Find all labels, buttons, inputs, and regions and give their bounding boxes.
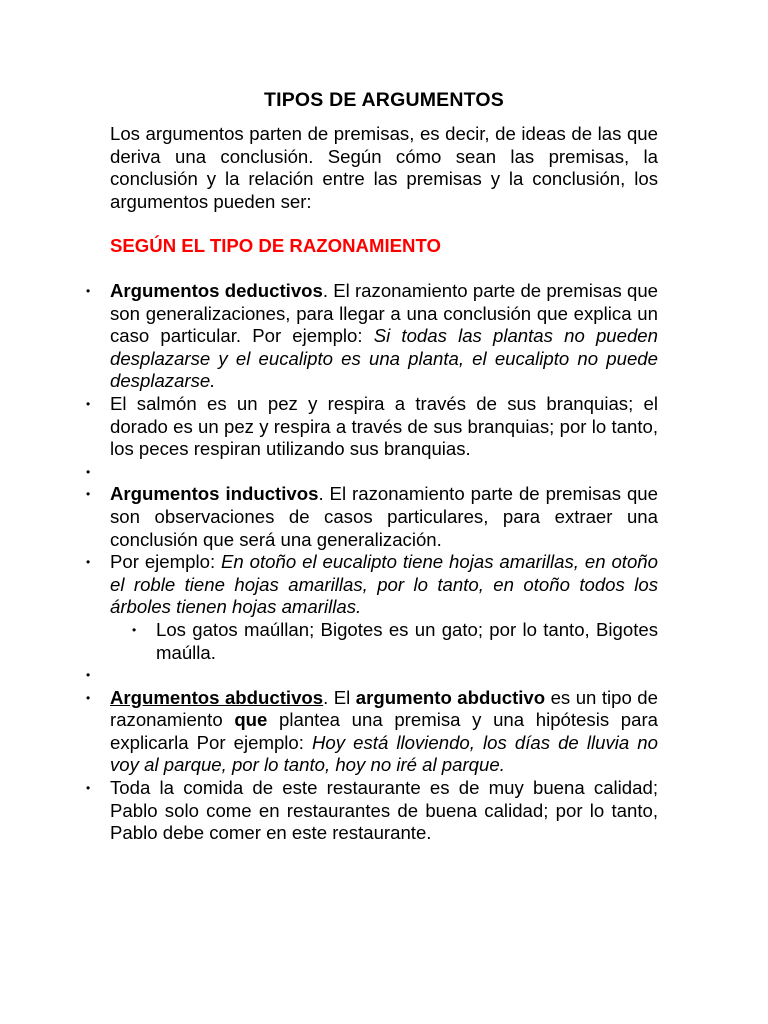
list-item-text: Toda la comida de este restaurante es de muy buena calidad; Pablo solo come en restaurantes de buena calidad; por lo tanto, Pablo debe comer en este restaurante.	[110, 777, 658, 844]
list-item-deductive	[0, 280, 768, 393]
section-heading: SEGÚN EL TIPO DE RAZONAMIENTO	[110, 235, 441, 256]
list-item-text	[110, 280, 658, 393]
list-item-text	[110, 461, 658, 484]
list-item-deductive-example	[0, 393, 768, 461]
abductive-bold-que: que	[234, 709, 268, 731]
argument-list	[0, 280, 768, 845]
abductive-text-part: . El	[323, 686, 356, 708]
bullet-icon: •	[132, 622, 137, 637]
list-item-text: El salmón es un pez y respira a través de sus branquias; el dorado es un pez y respira a través de sus branquias; por lo tanto, los peces respiran utilizando sus branquias.	[110, 392, 658, 460]
list-item-text: Los gatos maúllan; Bigotes es un gato; por lo tanto, Bigotes maúlla.	[156, 618, 658, 663]
bullet-icon: •	[86, 464, 91, 479]
abductive-bold-term: argumento abductivo	[355, 686, 546, 708]
bullet-icon: •	[86, 487, 91, 502]
bullet-icon: •	[86, 781, 91, 796]
term-abductive: Argumentos abductivos	[110, 686, 324, 708]
bullet-icon: •	[86, 668, 91, 683]
bullet-icon: •	[86, 690, 91, 705]
list-item-inductive-example	[0, 551, 768, 619]
inductive-description: . El razonamiento parte de premisas que son observaciones de casos particulares, para extraer una conclusión que será una generalización.	[110, 483, 658, 550]
inductive-example-lead: Por ejemplo:	[110, 551, 222, 573]
bullet-icon: •	[86, 555, 91, 570]
list-item-empty	[0, 461, 768, 484]
abductive-example: Hoy está lloviendo, los días de lluvia no voy al parque, por lo tanto, hoy no iré al parque.	[110, 731, 658, 776]
list-item-text	[110, 483, 658, 551]
list-item-inductive	[0, 483, 768, 551]
deductive-example: Si todas las plantas no pueden desplazarse y el eucalipto es una planta, el eucalipto no puede desplazarse.	[110, 325, 658, 392]
document-title: TIPOS DE ARGUMENTOS	[264, 89, 504, 111]
list-item-abductive	[0, 687, 768, 777]
list-item-text	[110, 687, 658, 777]
list-item-text	[110, 551, 658, 619]
list-item-inductive-sub	[0, 619, 768, 664]
bullet-icon: •	[86, 396, 91, 411]
term-deductive: Argumentos deductivos	[110, 280, 323, 301]
term-inductive: Argumentos inductivos	[110, 483, 319, 505]
list-item-text	[110, 664, 658, 687]
list-item-abductive-example	[0, 777, 768, 845]
list-item-empty	[0, 664, 768, 687]
inductive-example: En otoño el eucalipto tiene hojas amarillas, en otoño el roble tiene hojas amarillas, por lo tanto, en otoño todos los árboles tienen hojas amarillas.	[110, 551, 658, 618]
bullet-icon: •	[86, 284, 91, 298]
intro-paragraph: Los argumentos parten de premisas, es decir, de ideas de las que deriva una conclusión. Según cómo sean las premisas, la conclusión y la relación entre las premisas y la conclusión, los argumentos pueden ser:	[110, 123, 658, 212]
abductive-text-part: es un tipo de razonamiento	[110, 686, 658, 731]
deductive-description: . El razonamiento parte de premisas que son generalizaciones, para llegar a una conclusión que explica un caso particular. Por ejemplo:	[110, 280, 658, 347]
abductive-text-part: plantea una premisa y una hipótesis para explicarla Por ejemplo:	[110, 709, 658, 753]
